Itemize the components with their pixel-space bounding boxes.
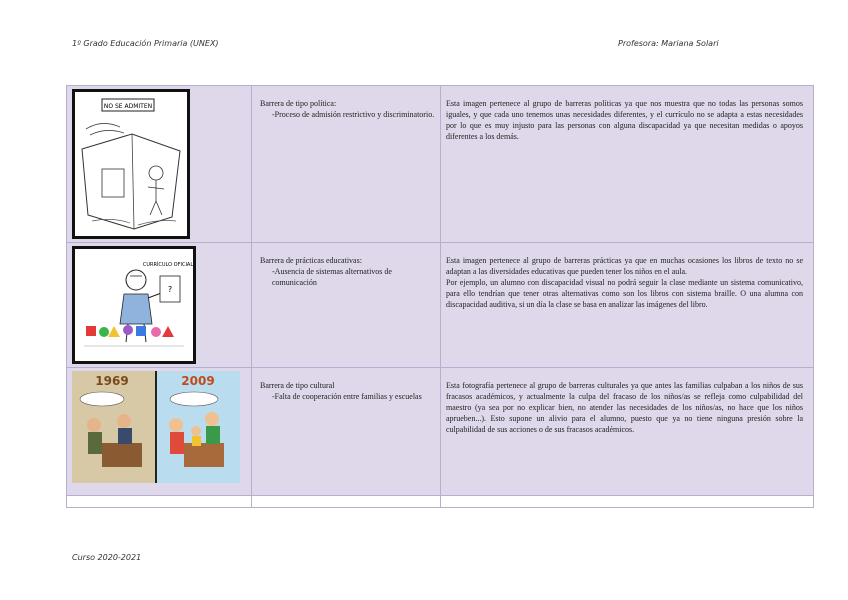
- barrier-detail: -Ausencia de sistemas alternativos de comunicación: [272, 267, 392, 287]
- barrier-title-cell: [252, 243, 441, 368]
- description-cell: [441, 86, 814, 243]
- description-paragraph: Por ejemplo, un alumno con discapacidad visual no podrá seguir la clase mediante un sistema comunicativo, para ello tendrían que tener otras alternativas como son los libros con sistema braille. O una alumna con discapacidad auditiva, si un día la clase se basa en analizar las imágenes del libro.: [446, 278, 803, 309]
- footer-course-year: Curso 2020-2021: [72, 553, 142, 562]
- barrier-detail: -Falta de cooperación entre familias y escuelas: [272, 392, 422, 401]
- educational-practice-cartoon: [72, 246, 196, 364]
- description-cell: [441, 243, 814, 368]
- description-cell: [441, 368, 814, 496]
- description-paragraph: Esta imagen pertenece al grupo de barreras prácticas ya que en muchas ocasiones los libros de texto no se adaptan a las diversidades educativas que pueden tener los niños en el aula.: [446, 256, 803, 276]
- image-cell: [67, 368, 252, 496]
- empty-cell: [441, 496, 814, 508]
- empty-cell: [67, 496, 252, 508]
- description-paragraph: Esta imagen pertenece al grupo de barreras políticas ya que nos muestra que no todas las personas somos iguales, y que cada uno tenemos unas necesidades diferentes, y el currículo no se adapta a estas necesidades por lo que es muy injusto para las personas con alguna discapacidad ya que necesitan medidas o apoyos diferentes a los demás.: [446, 99, 803, 141]
- description-paragraph: Esta fotografía pertenece al grupo de barreras culturales ya que antes las familias culpaban a los niños de sus fracasos académicos, y actualmente la culpa del fracaso de los niños/as se refleja como culpabilidad del maestro (ya sea por no explicar bien, no atender las necesidades de los niños/as, no hace que los niños aprueben...). Esto supone un alivio para el alumno, puesto que ya no tiene ninguna presión sobre la culpabilidad de sus acciones o de sus fracasos académicos.: [446, 381, 803, 434]
- table-row: [67, 368, 814, 496]
- political-barrier-cartoon: [72, 89, 190, 239]
- barrier-title: Barrera de tipo política:: [260, 99, 337, 108]
- year-right: 2009: [181, 374, 215, 388]
- header-teacher: Profesora: Mariana Solari: [618, 39, 719, 48]
- barriers-table: [66, 85, 814, 508]
- image-cell: [67, 86, 252, 243]
- cartoon-sign-text: NO SE ADMITEN: [103, 103, 153, 110]
- table-row-empty: [67, 496, 814, 508]
- table-row: [67, 243, 814, 368]
- year-left: 1969: [95, 374, 129, 388]
- header-course: 1º Grado Educación Primaria (UNEX): [72, 39, 219, 48]
- barrier-title: Barrera de tipo cultural: [260, 381, 335, 390]
- cartoon-board-text: CURRÍCULO OFICIAL: [142, 262, 194, 268]
- barrier-detail: -Proceso de admisión restrictivo y discriminatorio.: [272, 110, 435, 119]
- svg-text:?: ?: [167, 285, 173, 294]
- barrier-title: Barrera de prácticas educativas:: [260, 256, 362, 265]
- barrier-title-cell: [252, 86, 441, 243]
- empty-cell: [252, 496, 441, 508]
- barrier-title-cell: [252, 368, 441, 496]
- table-row: [67, 86, 814, 243]
- image-cell: [67, 243, 252, 368]
- cultural-barrier-cartoon: [72, 371, 240, 483]
